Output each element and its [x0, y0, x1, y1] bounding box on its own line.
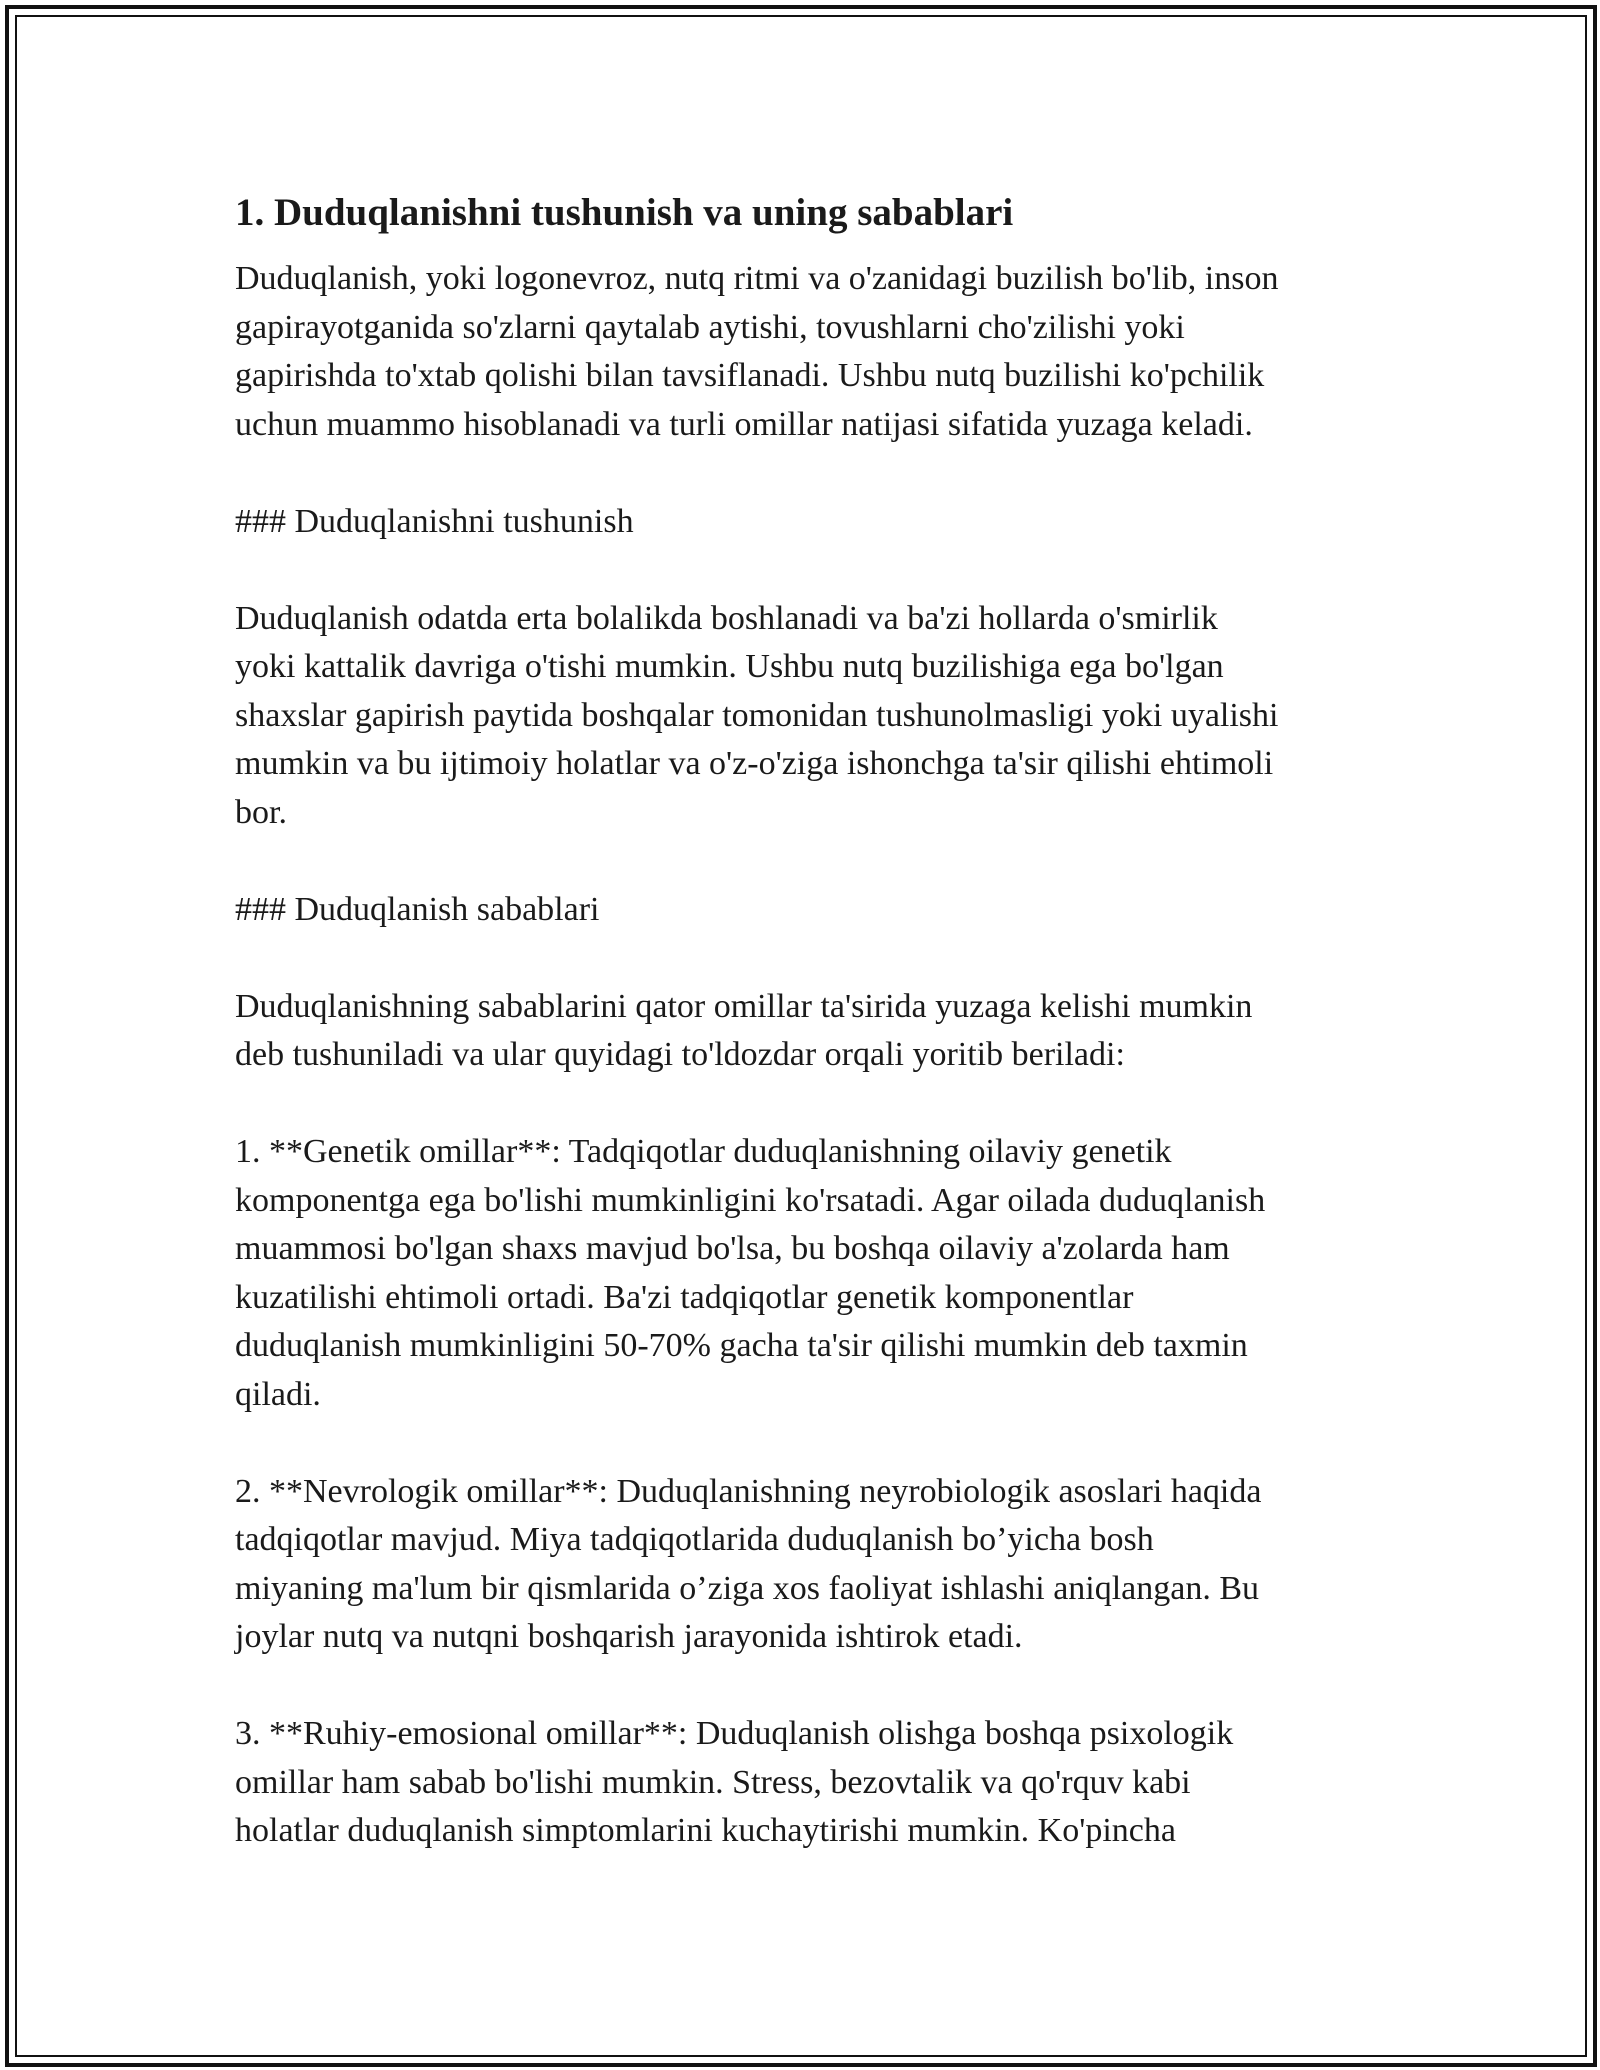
text-line: holatlar duduqlanish simptomlarini kuchaytirishi mumkin. Ko'pincha [235, 1812, 1176, 1849]
text-line: komponentga ega bo'lishi mumkinligini ko'rsatadi. Agar oilada duduqlanish [235, 1181, 1266, 1219]
paragraph-causes-intro [235, 983, 1385, 1080]
text-line: tadqiqotlar mavjud. Miya tadqiqotlarida duduqlanish bo’yicha bosh [235, 1521, 1154, 1558]
text-line: 3. **Ruhiy-emosional omillar**: Duduqlanish olishga boshqa psixologik [235, 1715, 1234, 1752]
paragraph-intro [235, 255, 1385, 449]
subheading-understanding: ### Duduqlanishni tushunish [235, 502, 634, 540]
text-line: omillar ham sabab bo'lishi mumkin. Stress, bezovtalik va qo'rquv kabi [235, 1763, 1191, 1801]
paragraph-gap [235, 449, 1385, 498]
text-line: qiladi. [235, 1375, 321, 1413]
section-heading: 1. Duduqlanishni tushunish va uning sabablari [235, 191, 1014, 234]
text-line: joylar nutq va nutqni boshqarish jarayonida ishtirok etadi. [235, 1618, 1023, 1655]
paragraph-gap [235, 546, 1385, 595]
paragraph-gap [235, 1080, 1385, 1129]
text-line: Duduqlanishning sabablarini qator omillar ta'sirida yuzaga kelishi mumkin [235, 987, 1253, 1025]
paragraph-gap [235, 1662, 1385, 1711]
paragraph-understanding [235, 595, 1385, 838]
text-line: gapirayotganida so'zlarni qaytalab aytishi, tovushlarni cho'zilishi yoki [235, 308, 1185, 346]
text-line: Duduqlanish odatda erta bolalikda boshlanadi va ba'zi hollarda o'smirlik [235, 599, 1218, 637]
list-item-neurological [235, 1468, 1385, 1662]
text-line: uchun muammo hisoblanadi va turli omillar natijasi sifatida yuzaga keladi. [235, 405, 1253, 443]
text-line: kuzatilishi ehtimoli ortadi. Ba'zi tadqiqotlar genetik komponentlar [235, 1278, 1134, 1316]
paragraph-gap [235, 1419, 1385, 1468]
text-line: muammosi bo'lgan shaxs mavjud bo'lsa, bu boshqa oilaviy a'zolarda ham [235, 1230, 1230, 1267]
text-line: bor. [235, 793, 287, 831]
subheading-causes: ### Duduqlanish sabablari [235, 890, 600, 928]
text-line: 1. **Genetik omillar**: Tadqiqotlar duduqlanishning oilaviy genetik [235, 1133, 1172, 1170]
list-item-genetic [235, 1128, 1385, 1419]
document-body [235, 185, 1385, 1856]
text-line: gapirishda to'xtab qolishi bilan tavsiflanadi. Ushbu nutq buzilishi ko'pchilik [235, 357, 1265, 394]
text-line: duduqlanish mumkinligini 50-70% gacha ta'sir qilishi mumkin deb taxmin [235, 1327, 1248, 1364]
text-line: deb tushuniladi va ular quyidagi to'ldozdar orqali yoritib beriladi: [235, 1036, 1125, 1073]
text-line: yoki kattalik davriga o'tishi mumkin. Ushbu nutq buzilishiga ega bo'lgan [235, 648, 1224, 685]
text-line: mumkin va bu ijtimoiy holatlar va o'z-o'ziga ishonchga ta'sir qilishi ehtimoli [235, 745, 1274, 782]
text-line: shaxslar gapirish paytida boshqalar tomonidan tushunolmasligi yoki uyalishi [235, 696, 1279, 734]
text-line: 2. **Nevrologik omillar**: Duduqlanishning neyrobiologik asoslari haqida [235, 1472, 1262, 1510]
paragraph-gap [235, 837, 1385, 886]
text-line: miyaning ma'lum bir qismlarida o’ziga xos faoliyat ishlashi aniqlangan. Bu [235, 1569, 1260, 1607]
list-item-psycho-emotional [235, 1710, 1385, 1856]
text-line: Duduqlanish, yoki logonevroz, nutq ritmi va o'zanidagi buzilish bo'lib, inson [235, 260, 1279, 297]
paragraph-gap [235, 934, 1385, 983]
